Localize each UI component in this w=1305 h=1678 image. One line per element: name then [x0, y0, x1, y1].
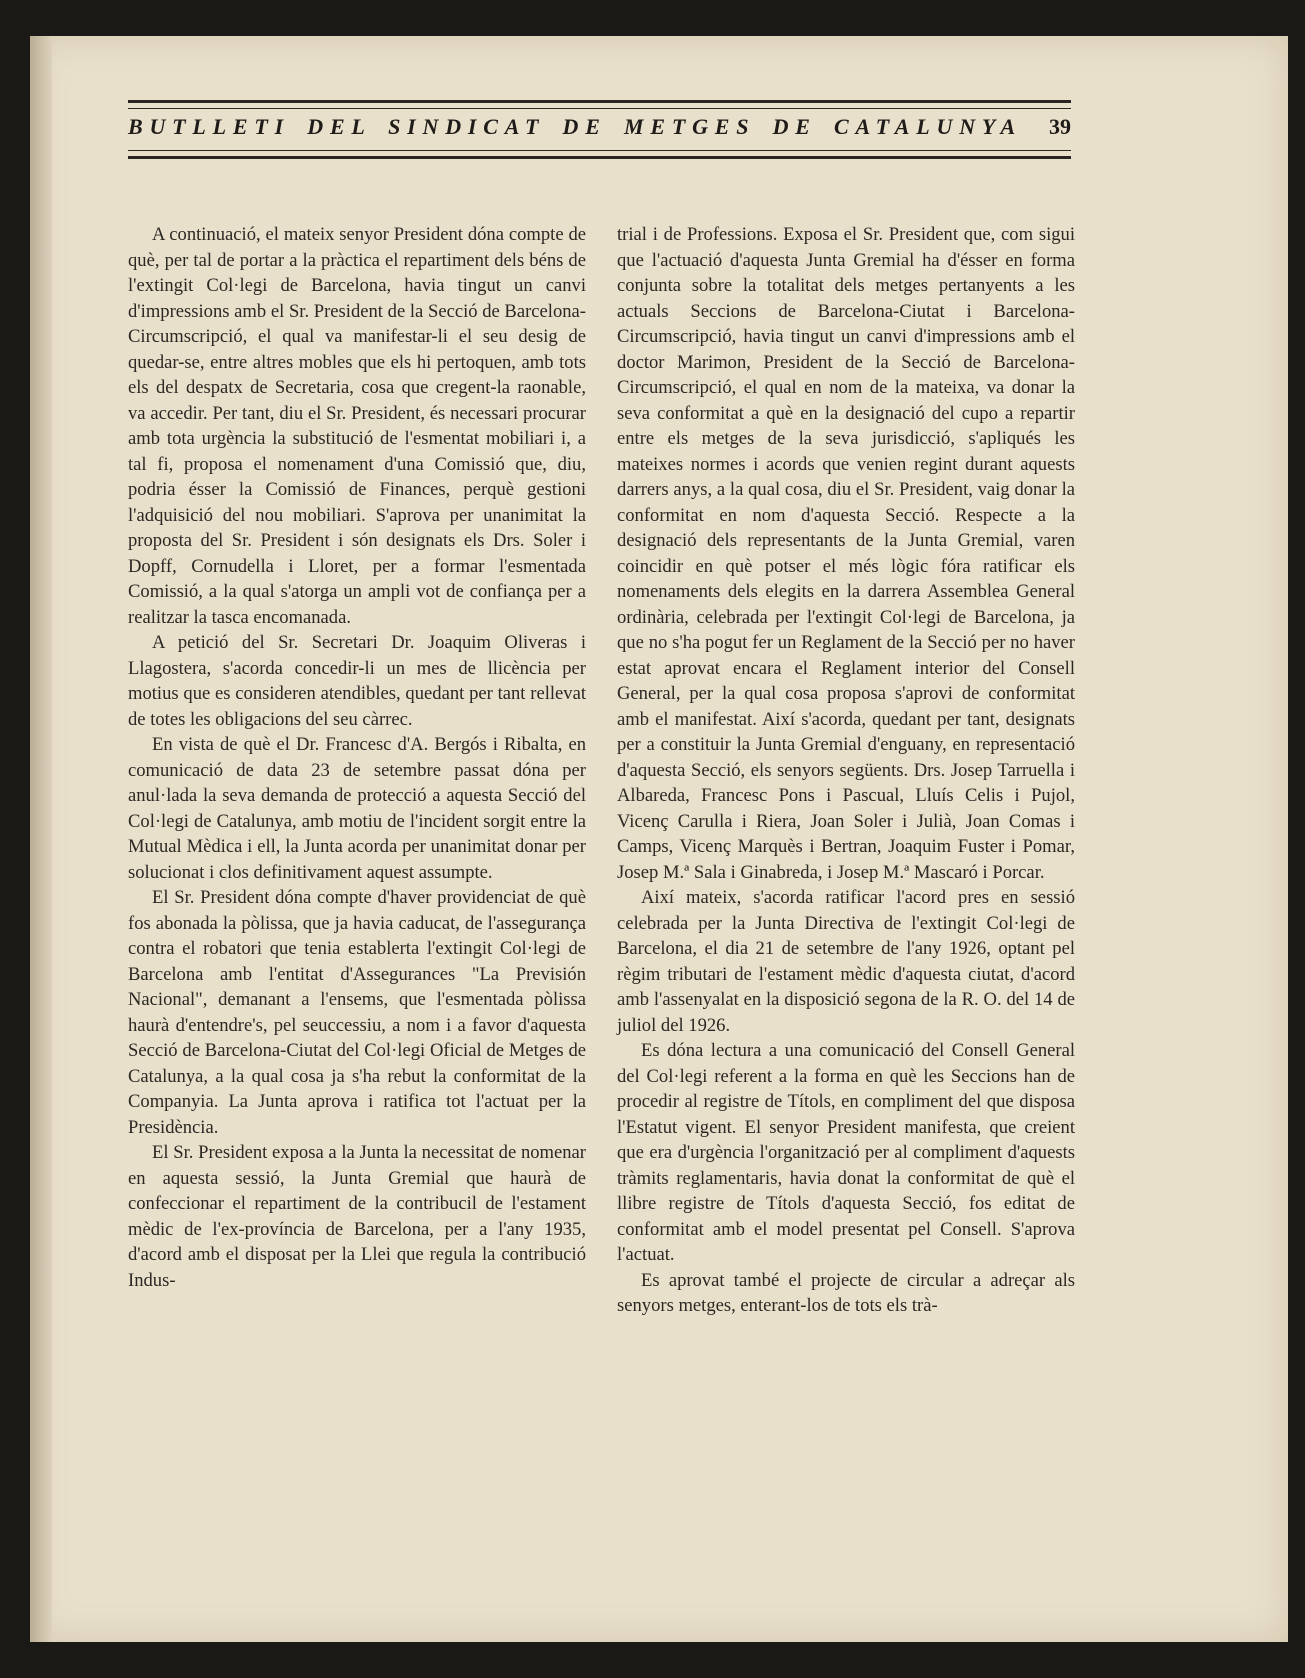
page-number: 39	[1049, 114, 1071, 139]
header-rule-top	[128, 100, 1071, 103]
header-rule-bottom	[128, 156, 1071, 159]
paragraph: A petició del Sr. Secretari Dr. Joaquim Oliveras i Llagostera, s'acorda concedir-li un mes de llicència per motius que es consideren atendibles, quedant per tant rellevat de totes les obligacions del seu càrrec.	[128, 632, 586, 730]
paragraph: El Sr. President dóna compte d'haver providenciat de què fos abonada la pòlissa, que ja havia caducat, de l'assegurança contra el robatori que tenia establerta l'extingit Col·legi de Barcelona amb l'entitat d'Assegurances "La Previsión Nacional", demanant a l'ensems, que l'esmentada pòlissa haurà d'entendre's, pel seuccessiu, a nom i a favor d'aquesta Secció de Barcelona-Ciutat del Col·legi Oficial de Metges de Catalunya, a la qual cosa ja s'ha rebut la conformitat de la Companyia. La Junta aprova i ratifica tot l'actuat per la Presidència.	[128, 887, 586, 1138]
paragraph: El Sr. President exposa a la Junta la necessitat de nomenar en aquesta sessió, la Junta Gremial que haurà de confeccionar el repartiment de la contribucil de l'estament mèdic de l'ex-província de Barcelona, per a l'any 1935, d'acord amb el disposat per la Llei que regula la contribució Indus-	[128, 1142, 586, 1291]
paragraph: En vista de què el Dr. Francesc d'A. Bergós i Ribalta, en comunicació de data 23 de setembre passat dóna per anul·lada la seva demanda de protecció a aquesta Secció del Col·legi de Catalunya, amb motiu de l'incident sorgit entre la Mutual Mèdica i ell, la Junta acorda per unanimitat donar per solucionat i clos definitivament aquest assumpte.	[128, 734, 586, 883]
paragraph: A continuació, el mateix senyor President dóna compte de què, per tal de portar a la pràctica el repartiment dels béns de l'extingit Col·legi de Barcelona, havia tingut un canvi d'impressions amb el Sr. President de la Secció de Barcelona-Circumscripció, el qual va manifestar-li el seu desig de quedar-se, entre altres mobles que els hi pertoquen, amb tots els del despatx de Secretaria, cosa que cregent-la raonable, va accedir. Per tant, diu el Sr. President, és necessari procurar amb tota urgència la substitució de l'esmentat mobiliari i, a tal fi, proposa el nomenament d'una Comissió que, diu, podria ésser la Comissió de Finances, perquè gestioni l'adquisició del nou mobiliari. S'aprova per unanimitat la proposta del Sr. President i són designats els Drs. Soler i Dopff, Cornudella i Lloret, per a formar l'esmentada Comissió, a la qual s'atorga un ampli vot de confiança per a realitzar la tasca encomanada.	[128, 224, 586, 628]
left-column	[128, 222, 586, 1293]
paragraph-continued: trial i de Professions. Exposa el Sr. President que, com sigui que l'actuació d'aquesta Junta Gremial ha d'ésser en forma conjunta sobre la totalitat dels metges pertanyents a les actuals Seccions de Barcelona-Ciutat i Barcelona-Circumscripció, havia tingut un canvi d'impressions amb el doctor Marimon, President de la Secció de Barcelona-Circumscripció, el qual en nom de la mateixa, va donar la seva conformitat a què en la designació del cupo a repartir entre els metges de la seva jurisdicció, s'apliqués les mateixes normes i acords que venien regint durant aquests darrers anys, a la qual cosa, diu el Sr. President, vaig donar la conformitat en nom d'aquesta Secció. Respecte a la designació dels representants de la Junta Gremial, varen coincidir en què potser el més lògic fóra ratificar els nomenaments dels elegits en la darrera Assemblea General ordinària, celebrada per l'extingit Col·legi de Barcelona, ja que no s'ha pogut fer un Reglament de la Secció per no haver estat aprovat encara el Reglament interior del Consell General, per la qual cosa proposa s'aprovi de conformitat amb el manifestat. Així s'acorda, quedant per tant, designats per a constituir la Junta Gremial d'enguany, en representació d'aquesta Secció, els senyors següents. Drs. Josep Tarruella i Albareda, Francesc Pons i Pascual, Lluís Celis i Pujol, Vicenç Carulla i Riera, Joan Soler i Julià, Joan Comas i Camps, Vicenç Marquès i Bertran, Joaquim Fuster i Pomar, Josep M.ª Sala i Ginabreda, i Josep M.ª Mascaró i Porcar.	[617, 224, 1075, 883]
header-rule-bottom-thin	[128, 150, 1071, 151]
right-column	[617, 222, 1075, 1319]
paragraph: Així mateix, s'acorda ratificar l'acord pres en sessió celebrada per la Junta Directiva de l'extingit Col·legi de Barcelona, el dia 21 de setembre de l'any 1926, optant pel règim tributari de l'estament mèdic d'aquesta ciutat, d'acord amb l'assenyalat en la disposició segona de la R. O. del 14 de juliol del 1926.	[617, 887, 1075, 1036]
paragraph: Es dóna lectura a una comunicació del Consell General del Col·legi referent a la forma en què les Seccions han de procedir al registre de Títols, en compliment del que disposa l'Estatut vigent. El senyor President manifesta, que creient que era d'urgència l'organització per al compliment d'aquests tràmits reglamentaris, havia donat la conformitat de què el llibre registre de Títols d'aquesta Secció, fos editat de conformitat amb el model presentat pel Consell. S'aprova l'actuat.	[617, 1040, 1075, 1265]
page-spine-shadow	[30, 36, 52, 1642]
header-rule-top-thin	[128, 108, 1071, 109]
paragraph: Es aprovat també el projecte de circular a adreçar als senyors metges, enterant-los de tots els trà-	[617, 1269, 1075, 1316]
journal-title: BUTLLETI DEL SINDICAT DE METGES DE CATALUNYA	[128, 114, 1022, 139]
running-header	[128, 100, 1071, 190]
